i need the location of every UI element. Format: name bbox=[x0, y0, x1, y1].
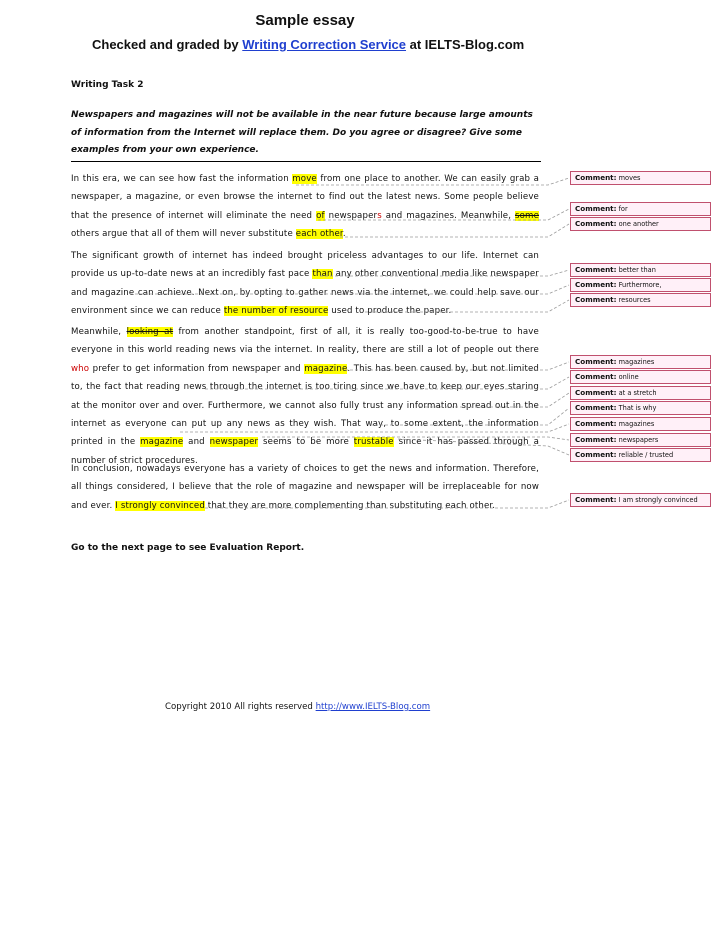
text-run: Meanwhile, bbox=[71, 327, 127, 337]
essay-paragraph-2 bbox=[71, 247, 539, 321]
highlight-than: than bbox=[312, 269, 333, 280]
page-subtitle bbox=[92, 37, 524, 52]
comment-box[interactable] bbox=[570, 370, 711, 384]
text-run: from another standpoint, first of all, it is really too-good-to-be-true to have everyone in this world reading news via the internet. In reality, there are still a lot of people out there bbox=[71, 327, 539, 356]
comment-box[interactable] bbox=[570, 448, 711, 462]
text-run: since it has passed through a number of strict procedures. bbox=[71, 437, 539, 466]
comment-text: newspapers bbox=[618, 436, 659, 444]
highlight-each-other: each other bbox=[295, 229, 343, 240]
page-title: Sample essay bbox=[255, 12, 355, 29]
comment-box[interactable] bbox=[570, 401, 711, 415]
text-run: seems to be more bbox=[258, 437, 354, 448]
text-run: and magazines. Meanwhile, bbox=[381, 210, 516, 221]
text-run: newspaper bbox=[324, 210, 378, 221]
task-prompt: Newspapers and magazines will not be available in the near future because large amounts of information from the Internet will replace them. Do you agree or disagree? Give some examples from your own experience. bbox=[71, 107, 541, 162]
comment-text: one another bbox=[618, 220, 659, 228]
comment-text: magazines bbox=[618, 358, 655, 366]
comment-box[interactable] bbox=[570, 263, 711, 277]
comment-label: Comment: bbox=[575, 388, 617, 397]
inserted-s: s bbox=[377, 210, 382, 221]
comment-text: moves bbox=[618, 174, 641, 182]
text-run: from one place to another. We can easily grab a newspaper, a magazine, or even browse the internet to find out the latest news. Some people believe that the presence of internet will eliminate the need bbox=[71, 174, 539, 221]
subtitle-suffix: at IELTS-Blog.com bbox=[406, 37, 525, 52]
comment-label: Comment: bbox=[575, 265, 617, 274]
text-run: . This has been caused by, but not limited to, the fact that reading news through the internet is too tiring since we have to keep our eyes staring at the monitor over and over. Furthermore, we cannot also fully trust any information spread out in the internet as everyone can put up any news as they wish. That way, to some extent, the information printed in the bbox=[71, 363, 539, 448]
highlight-of: of bbox=[316, 210, 325, 221]
comment-text: at a stretch bbox=[618, 389, 657, 397]
subtitle-prefix: Checked and graded by bbox=[92, 37, 243, 52]
text-run: others argue that all of them will never substitute bbox=[71, 229, 296, 240]
ielts-blog-link[interactable]: http://www.IELTS-Blog.com bbox=[315, 702, 431, 712]
text-run: any other conventional media like newspaper and magazine can achieve. Next on, by opting to gather news via the internet, we could help save our environment since we can reduce bbox=[71, 269, 539, 317]
highlight-number-of-resource: the number of resource bbox=[223, 306, 329, 317]
copyright-footer bbox=[165, 702, 430, 712]
text-run: that they are more complementing than substituting each other. bbox=[204, 500, 496, 511]
comment-box[interactable] bbox=[570, 202, 711, 216]
comment-text: reliable / trusted bbox=[618, 451, 674, 459]
comment-text: online bbox=[618, 373, 639, 381]
comment-box[interactable] bbox=[570, 433, 711, 447]
essay-paragraph-3 bbox=[71, 323, 539, 470]
highlight-move: move bbox=[292, 174, 317, 184]
comment-label: Comment: bbox=[575, 280, 617, 289]
comment-box[interactable] bbox=[570, 417, 711, 431]
comment-text: resources bbox=[618, 296, 651, 304]
text-run: The significant growth of internet has indeed brought priceless advantages to our life. Internet can provide us up-to-date news at an incredibly fast pace bbox=[71, 251, 539, 280]
comment-text: for bbox=[618, 205, 628, 213]
comment-text: magazines bbox=[618, 420, 655, 428]
highlight-strongly-convinced: I strongly convinced bbox=[115, 500, 205, 511]
comment-box[interactable] bbox=[570, 171, 711, 185]
text-run: In this era, we can see how fast the information bbox=[71, 174, 293, 184]
text-run: . bbox=[342, 229, 346, 240]
deleted-looking-at: looking at bbox=[126, 327, 174, 337]
comment-label: Comment: bbox=[575, 219, 617, 228]
comment-box[interactable] bbox=[570, 293, 711, 307]
text-run: prefer to get information from newspaper and bbox=[89, 363, 305, 374]
highlight-trustable: trustable bbox=[353, 437, 394, 448]
comment-box[interactable] bbox=[570, 278, 711, 292]
comment-label: Comment: bbox=[575, 204, 617, 213]
text-run: used to produce the paper. bbox=[328, 306, 452, 317]
task-label: Writing Task 2 bbox=[71, 80, 144, 90]
deleted-some: some bbox=[515, 210, 540, 221]
comment-box[interactable] bbox=[570, 386, 711, 400]
comment-text: better than bbox=[618, 266, 656, 274]
next-page-note: Go to the next page to see Evaluation Report. bbox=[71, 543, 305, 553]
comment-label: Comment: bbox=[575, 419, 617, 428]
inserted-who: who bbox=[71, 363, 90, 374]
comment-label: Comment: bbox=[575, 435, 617, 444]
comment-label: Comment: bbox=[575, 450, 617, 459]
comment-box[interactable] bbox=[570, 355, 711, 369]
comment-label: Comment: bbox=[575, 495, 617, 504]
highlight-newspaper: newspaper bbox=[209, 437, 259, 448]
comment-label: Comment: bbox=[575, 295, 617, 304]
essay-paragraph-4 bbox=[71, 460, 539, 515]
essay-paragraph-1 bbox=[71, 170, 539, 244]
comment-text: That is why bbox=[618, 404, 657, 412]
highlight-magazine: magazine bbox=[304, 363, 348, 374]
comment-box[interactable] bbox=[570, 217, 711, 231]
writing-correction-service-link[interactable]: Writing Correction Service bbox=[242, 37, 407, 52]
text-run: In conclusion, nowadays everyone has a variety of choices to get the news and information. Therefore, all things considered, I believe that the role of magazine and newspaper will be irreplaceable for now and ever. bbox=[71, 464, 539, 511]
text-run: and bbox=[183, 437, 210, 448]
comment-label: Comment: bbox=[575, 357, 617, 366]
comment-box[interactable] bbox=[570, 493, 711, 507]
comment-label: Comment: bbox=[575, 403, 617, 412]
comment-text: Furthermore, bbox=[618, 281, 662, 289]
comment-label: Comment: bbox=[575, 372, 617, 381]
highlight-magazine-2: magazine bbox=[140, 437, 184, 448]
comment-text: I am strongly convinced bbox=[618, 496, 698, 504]
comment-label: Comment: bbox=[575, 173, 617, 182]
copyright-text: Copyright 2010 All rights reserved bbox=[165, 702, 316, 712]
